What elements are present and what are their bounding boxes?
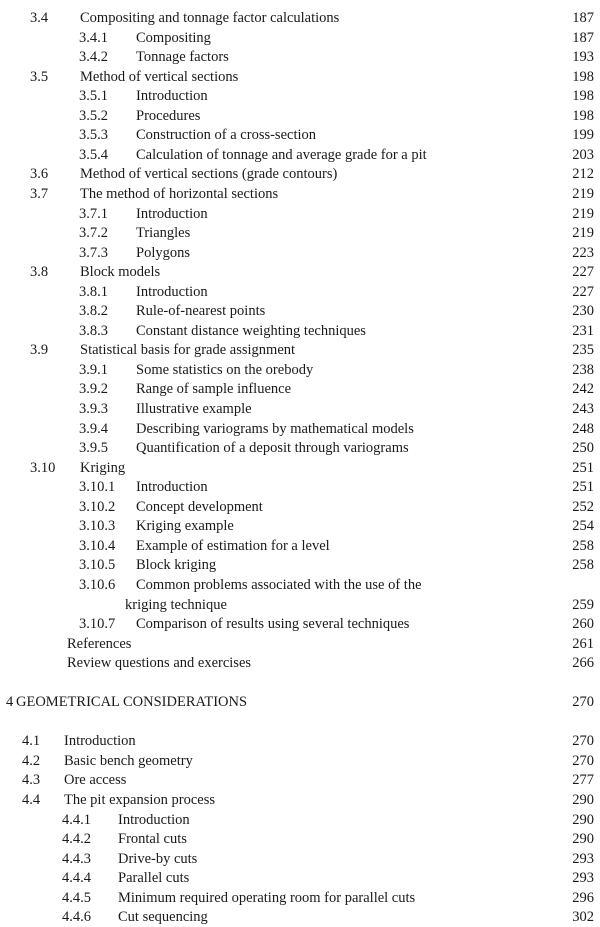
entry-page-number: 198: [572, 107, 594, 124]
entry-number: 3.4.2: [79, 49, 108, 66]
entry-number: 4.1: [22, 733, 41, 750]
toc-entry: [0, 29, 600, 48]
toc-entry: [0, 654, 600, 673]
entry-title: Triangles: [136, 225, 191, 242]
entry-page-number: 230: [572, 303, 594, 320]
entry-number: 3.7: [30, 185, 49, 202]
entry-page-number: 293: [572, 870, 594, 887]
entry-number: 3.10.5: [79, 557, 116, 574]
entry-title: Cut sequencing: [118, 909, 208, 926]
toc-entry: [0, 498, 600, 517]
entry-title: Quantification of a deposit through variograms: [136, 440, 409, 457]
toc-entry: [0, 869, 600, 888]
entry-page-number: 290: [572, 811, 594, 828]
entry-page-number: 227: [572, 283, 594, 300]
entry-title: Describing variograms by mathematical models: [136, 420, 414, 437]
entry-page-number: 243: [572, 401, 594, 417]
entry-page-number: 203: [572, 146, 594, 163]
entry-number: 4.4.1: [62, 811, 91, 828]
entry-page-number: 219: [572, 205, 594, 222]
toc-entry: [0, 537, 600, 556]
entry-page-number: 199: [572, 127, 594, 144]
entry-page-number: 290: [572, 792, 594, 808]
entry-number: 3.5.1: [79, 88, 108, 105]
entry-title: Drive-by cuts: [118, 850, 198, 867]
toc-entry: [0, 693, 600, 712]
toc-entry: [0, 380, 600, 399]
entry-title: Construction of a cross-section: [136, 127, 317, 144]
entry-page-number: 258: [572, 557, 594, 574]
entry-title: Review questions and exercises: [67, 655, 252, 672]
entry-title: Statistical basis for grade assignment: [80, 342, 296, 359]
entry-number: 3.5.3: [79, 127, 108, 144]
entry-title: Introduction: [136, 283, 208, 300]
entry-page-number: 270: [572, 752, 594, 769]
entry-page-number: 266: [572, 655, 594, 672]
toc-entry: [0, 205, 600, 224]
entry-title: Frontal cuts: [118, 831, 187, 848]
entry-page-number: 219: [572, 185, 594, 202]
entry-page-number: 261: [572, 635, 594, 652]
toc-entry: [0, 224, 600, 243]
toc-entry: [0, 68, 600, 87]
toc-entry: [0, 576, 600, 595]
entry-title: Comparison of results using several techniques: [136, 616, 410, 633]
toc-entry: [0, 322, 600, 341]
toc-entry: [0, 439, 600, 458]
entry-title: Kriging: [80, 459, 126, 476]
entry-number: 4.4.5: [62, 889, 91, 906]
toc-entry: [0, 165, 600, 184]
entry-title: Introduction: [136, 205, 208, 222]
entry-number: 3.9.5: [79, 440, 108, 457]
toc-entry: [0, 302, 600, 321]
entry-title: Kriging example: [136, 518, 234, 535]
entry-page-number: 238: [572, 361, 594, 378]
entry-number: 3.5.4: [79, 146, 108, 163]
entry-title: Polygons: [136, 244, 190, 261]
entry-title: Constant distance weighting techniques: [136, 322, 366, 339]
entry-page-number: 198: [572, 68, 594, 85]
entry-number: 4.3: [22, 772, 41, 789]
toc-entry: [0, 811, 600, 830]
entry-page-number: 270: [572, 694, 594, 711]
entry-number: 4.4.2: [62, 831, 91, 848]
entry-number: 4: [6, 694, 14, 711]
entry-title: Basic bench geometry: [64, 752, 193, 769]
entry-page-number: 219: [572, 225, 594, 242]
entry-number: 3.7.2: [79, 225, 108, 242]
toc-entry: [0, 732, 600, 751]
entry-title: Parallel cuts: [118, 870, 190, 887]
entry-number: 3.9: [30, 342, 49, 359]
entry-page-number: 223: [572, 244, 594, 261]
entry-title: The pit expansion process: [64, 792, 216, 808]
entry-title: Tonnage factors: [136, 49, 229, 66]
entry-page-number: 270: [572, 733, 594, 750]
toc-entry: [0, 615, 600, 634]
toc-entry: [0, 459, 600, 478]
entry-number: 3.9.4: [79, 420, 108, 437]
entry-number: 3.10.2: [79, 498, 116, 515]
spacer: [0, 713, 600, 732]
entry-title: Illustrative example: [136, 401, 252, 417]
toc-entry: [0, 341, 600, 360]
entry-number: 3.4: [30, 10, 49, 26]
entry-number: 3.8: [30, 264, 49, 281]
entry-number: 4.4.6: [62, 909, 91, 926]
entry-number: 3.6: [30, 166, 49, 183]
entry-page-number: 258: [572, 537, 594, 554]
entry-title: Introduction: [118, 811, 190, 828]
entry-title: Compositing and tonnage factor calculations: [80, 10, 340, 26]
entry-title: GEOMETRICAL CONSIDERATIONS: [16, 694, 248, 711]
entry-page-number: 302: [572, 909, 594, 926]
toc-entry: [0, 556, 600, 575]
toc-entry: [0, 771, 600, 790]
entry-page-number: 290: [572, 831, 594, 848]
entry-page-number: 212: [572, 166, 594, 183]
toc-entry: [0, 791, 600, 810]
entry-title: Introduction: [64, 733, 136, 750]
toc-entry: [0, 146, 600, 165]
entry-page-number: 293: [572, 850, 594, 867]
entry-title: Introduction: [136, 88, 208, 105]
entry-number: 3.9.3: [79, 401, 108, 417]
toc-entry: [0, 107, 600, 126]
toc-entry: [0, 263, 600, 282]
entry-number: 3.10.7: [79, 616, 116, 633]
entry-title: Concept development: [136, 498, 263, 515]
entry-title: Ore access: [64, 772, 127, 789]
toc-entry: [0, 596, 600, 615]
entry-page-number: 277: [572, 772, 594, 789]
entry-number: 4.4: [22, 792, 41, 808]
entry-number: 3.9.1: [79, 361, 108, 378]
entry-page-number: 235: [572, 342, 594, 359]
entry-page-number: 250: [572, 440, 594, 457]
entry-page-number: 198: [572, 88, 594, 105]
entry-title: Compositing: [136, 29, 211, 46]
entry-page-number: 254: [572, 518, 594, 535]
toc-entry: [0, 420, 600, 439]
entry-title: Minimum required operating room for parallel cuts: [118, 889, 416, 906]
entry-page-number: 187: [572, 10, 594, 26]
toc-entry: [0, 752, 600, 771]
entry-number: 3.10.6: [79, 576, 116, 593]
toc-entry: [0, 244, 600, 263]
entry-page-number: 251: [572, 459, 594, 476]
entry-title: References: [67, 635, 132, 652]
toc-entry: [0, 87, 600, 106]
toc-entry: [0, 283, 600, 302]
entry-page-number: 248: [572, 420, 594, 437]
entry-title: Block models: [80, 264, 161, 281]
entry-page-number: 296: [572, 889, 594, 906]
entry-page-number: 260: [572, 616, 594, 633]
entry-number: 3.10.4: [79, 537, 116, 554]
entry-title: The method of horizontal sections: [80, 185, 279, 202]
toc-entry: [0, 635, 600, 654]
entry-number: 3.8.1: [79, 283, 108, 300]
entry-page-number: 227: [572, 264, 594, 281]
entry-number: 3.5: [30, 68, 49, 85]
toc-entry: [0, 48, 600, 67]
entry-title: Calculation of tonnage and average grade for a pit: [136, 146, 427, 163]
entry-number: 3.8.2: [79, 303, 108, 320]
entry-number: 3.10: [30, 459, 56, 476]
entry-page-number: 187: [572, 29, 594, 46]
toc-entry: [0, 9, 600, 28]
entry-number: 3.10.1: [79, 479, 116, 496]
entry-title: Range of sample influence: [136, 381, 292, 398]
entry-number: 3.7.1: [79, 205, 108, 222]
toc-entry: [0, 185, 600, 204]
toc-entry: [0, 517, 600, 536]
entry-page-number: 251: [572, 479, 594, 496]
toc-entry: [0, 889, 600, 908]
entry-title: Block kriging: [136, 557, 217, 574]
entry-title: Some statistics on the orebody: [136, 361, 314, 378]
entry-number: 3.9.2: [79, 381, 108, 398]
entry-page-number: 231: [572, 322, 594, 339]
spacer: [0, 674, 600, 693]
entry-number: 4.4.3: [62, 850, 91, 867]
entry-number: 4.4.4: [62, 870, 91, 887]
toc-entry: [0, 361, 600, 380]
entry-title: Procedures: [136, 107, 201, 124]
entry-number: 3.5.2: [79, 107, 108, 124]
entry-title: Common problems associated with the use of the: [136, 576, 422, 593]
entry-title: kriging technique: [125, 596, 227, 613]
toc-entry: [0, 830, 600, 849]
entry-page-number: 252: [572, 498, 594, 515]
entry-title: Rule-of-nearest points: [136, 303, 266, 320]
entry-title: Method of vertical sections: [80, 68, 239, 85]
entry-number: 4.2: [22, 752, 41, 769]
toc-entry: [0, 126, 600, 145]
entry-number: 3.4.1: [79, 29, 108, 46]
entry-title: Method of vertical sections (grade contours): [80, 166, 338, 183]
entry-page-number: 242: [572, 381, 594, 398]
toc-entry: [0, 850, 600, 869]
entry-page-number: 193: [572, 49, 594, 66]
entry-page-number: 259: [572, 596, 594, 613]
toc-entry: [0, 908, 600, 927]
entry-number: 3.7.3: [79, 244, 108, 261]
entry-title: Example of estimation for a level: [136, 537, 330, 554]
toc-entry: [0, 478, 600, 497]
toc-entry: [0, 400, 600, 419]
entry-number: 3.8.3: [79, 322, 108, 339]
entry-number: 3.10.3: [79, 518, 116, 535]
entry-title: Introduction: [136, 479, 208, 496]
